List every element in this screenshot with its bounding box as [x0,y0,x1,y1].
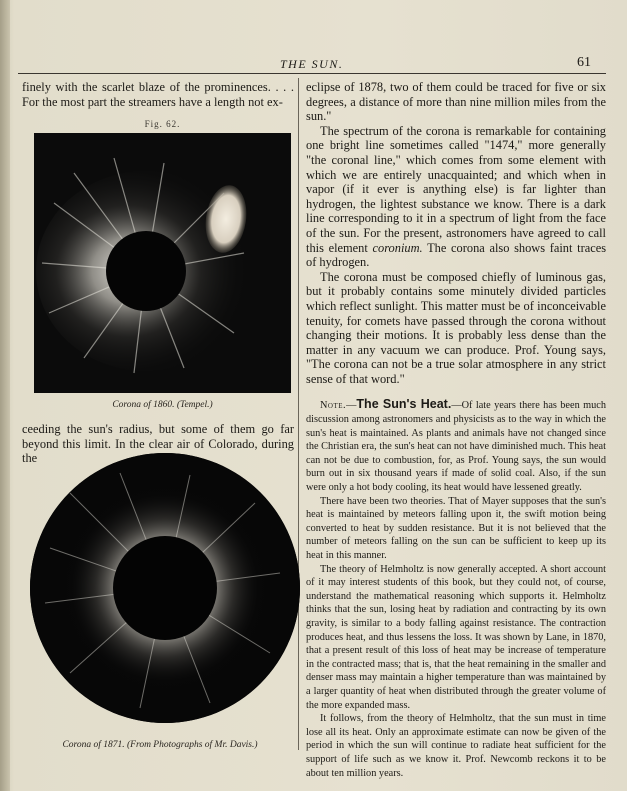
right-column [306,80,606,780]
note-para-1-text: Of late years there has been much discussion among astronomers and physicists as to the way in which the sun's heat is maintained. As plants and animals have not changed since the Christian era, the sun's heat can not have diminished much. This heat can not be due to combustion, for, as Prof. Young says, the sun would burn out in six thousand years if made of solid coal. Also, if the sun were only a hot body cooling, its heat would have lessened greatly. [306,400,606,494]
right-para-2-text: The spectrum of the corona is remarkable for containing one bright line sometimes called "1474," more generally "the coronal line," which comes from some element with which we are entirely unacquainted; and which when in vapor (if it ever is anything else) is far lighter than hydrogen, the lightest substance we know. There is a dark line corresponding to it in a spectrum of light from the face of the sun. For the present, astronomers have agreed to call this element [306,123,606,255]
note-section [306,398,606,780]
page-number: 61 [577,55,591,70]
left-column [22,80,294,109]
right-body-text [306,80,606,386]
left-para-mid-text: ceeding the sun's radius, but some of them go far beyond this limit. In the clear air of Colorado, during the [22,422,294,466]
coronium-term: coronium. [372,240,423,255]
left-para-top-text: finely with the scarlet blaze of the prominences. . . . For the most part the streamers have a length not ex- [22,80,294,109]
right-para-2 [306,124,606,270]
note-para-3: The theory of Helmholtz is now generally accepted. A short account of it may interest students of this book, but they could not, of course, understand the mathematical reasoning which supports it. Helmholtz thinks that the sun, losing heat by radiation and contracting by its own gravity, is similar to a body falling against resistance. The contraction produces heat, and thus lessens the loss. It was shown by Lane, in 1870, that a present result of this loss of heat may be increase of temperature in the contracted mass; that is, that the heat remaining in the smaller and denser mass may maintain a higher temperature than was maintained by a larger quantity of heat when distributed through the greater volume of the more expanded mass. [306,563,606,711]
right-para-3: The corona must be composed chiefly of luminous gas, but it probably contains some minutely divided particles which reflect sunlight. This matter must be of inconceivable tenuity, for comets have passed through the corona without changing their motions. It is probably less dense than the matter in any vacuum we can produce. Prof. Young says, "The corona can not be a true solar atmosphere in any strict sense of that word." [306,269,606,386]
figure-63-corona-image [30,453,300,723]
note-para-1: Note.—The Sun's Heat.—Of late years there has been much discussion among astronomers and physicists as to the way in which the sun's heat is maintained. As plants and animals have not changed since the Christian era, the sun's heat can not have diminished much. This heat can not be due to combustion, for, as Prof. Young says, the sun would burn out in six thousand years if made of solid coal. Also, if the sun were only a hot body cooling, its heat would have lessened greatly. [306,397,606,494]
note-title: The Sun's Heat. [356,397,452,412]
book-binding-edge [0,0,10,791]
figure-62-caption [34,400,291,410]
figure-63-caption-title: Corona of 1871. [62,740,125,750]
note-para-2: There have been two theories. That of Mayer supposes that the sun's heat is maintained by meteors falling upon it, the swift motion being converted to heat by sudden resistance. But it is not believed that the number of meteors falling on the sun can be sufficient to keep up its heat in this manner. [306,495,606,561]
figure-62-label: Fig. 62. [144,119,181,129]
figure-63-caption [22,740,298,750]
header-rule [18,73,606,74]
left-paragraph-top [22,80,294,109]
note-label: Note. [320,400,347,412]
figure-62-caption-credit: (Tempel.) [176,400,213,410]
figure-63-caption-credit: (From Photographs of Mr. Davis.) [127,740,258,750]
figure-62-caption-title: Corona of 1860. [112,400,175,410]
figure-62-corona-image [34,133,291,393]
right-para-2-end: The corona also shows faint traces of hydrogen. [306,240,607,270]
note-para-4: It follows, from the theory of Helmholtz, that the sun must in time lose all its heat. Only an approximate estimate can now be given of the period in which the sun will continue to radiate heat sufficient for the support of life such as we know it. Prof. Newcomb reckons it to be about ten million years. [306,713,606,779]
running-title: THE SUN. [280,57,344,71]
right-para-1: eclipse of 1878, two of them could be traced for five or six degrees, a distance of more than nine million miles from the sun." [306,80,606,124]
